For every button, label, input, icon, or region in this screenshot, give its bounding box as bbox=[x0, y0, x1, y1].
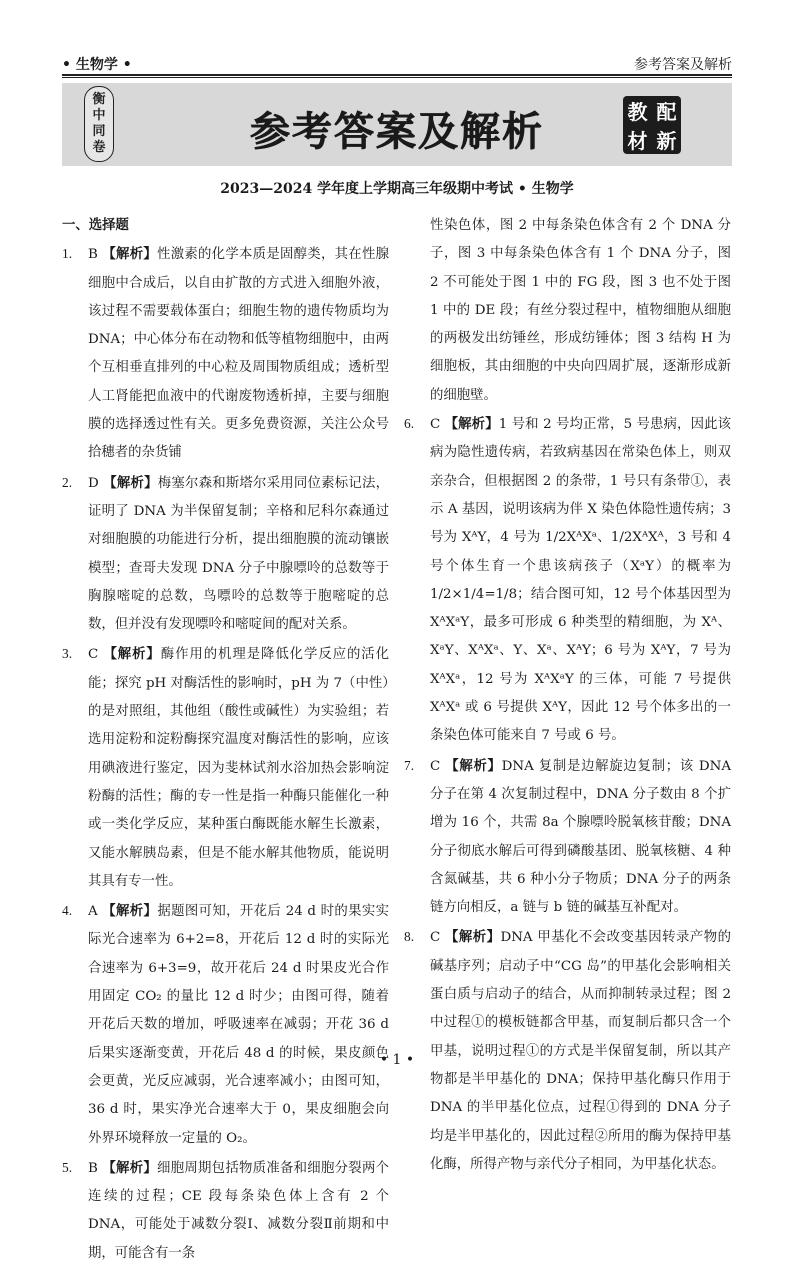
item-number: 7. bbox=[404, 757, 415, 773]
answer-item bbox=[62, 1154, 389, 1268]
item-number: 8. bbox=[404, 929, 415, 945]
answer-text: 梅塞尔森和斯塔尔采用同位素标记法，证明了 DNA 为半保留复制；辛格和尼科尔森通过对细胞膜的功能进行分析，提出细胞膜的流动镶嵌模型；查哥夫发现 DNA 分子中腺嘌呤的总数等于胸腺嘧啶的总数，鸟嘌呤的总数等于胞嘧啶的总数，但并没有发现嘌呤和嘧啶间的配对关系。 bbox=[88, 475, 390, 633]
seal-char: 同 bbox=[92, 124, 106, 139]
answer-letter: B bbox=[88, 1160, 98, 1176]
badge-char: 新 bbox=[656, 129, 677, 153]
header-rule-thin bbox=[62, 77, 732, 78]
answer-item bbox=[62, 469, 389, 640]
exam-title: 2023—2024 学年度上学期高三年级期中考试 • 生物学 bbox=[220, 181, 574, 197]
banner-title: 参考答案及解析 bbox=[250, 109, 544, 155]
answer-letter: A bbox=[88, 904, 98, 920]
section-heading: 一、选择题 bbox=[62, 218, 129, 233]
seal-char: 衡 bbox=[92, 92, 106, 107]
answer-item bbox=[62, 640, 389, 896]
header-right-title: 参考答案及解析 bbox=[634, 57, 732, 73]
answer-letter: B bbox=[88, 247, 98, 263]
answer-text: DNA 复制是边解旋边复制；该 DNA 分子在第 4 次复制过程中，DNA 分子数由 8 个扩增为 16 个，共需 8a 个腺嘌呤脱氧核苷酸；DNA 分子彻底水解后可得到磷酸基团、脱氧核糖、4 种含氮碱基，共 6 种小分子物质；DNA 分子的两条链方向相反，a 链与 b 链的碱基互补配对。 bbox=[430, 758, 731, 916]
answer-text: 性激素的化学本质是固醇类，其在性腺细胞中合成后，以自由扩散的方式进入细胞外液，该过程不需要载体蛋白；细胞生物的遗传物质均为 DNA；中心体分布在动物和低等植物细胞中，由两个互相垂直排列的中心粒及周围物质组成；透析型人工肾能把血液中的代谢废物透析掉，主要与细胞膜的选择透过性有关。更多免费资源，关注公众号拾穗者的杂货铺 bbox=[88, 247, 390, 461]
answer-item bbox=[404, 410, 731, 751]
badge-char: 材 bbox=[627, 129, 648, 153]
answer-item bbox=[62, 240, 389, 467]
analysis-tag: 【解析】 bbox=[444, 929, 501, 946]
seal-char: 中 bbox=[92, 108, 106, 123]
left-column bbox=[62, 212, 389, 1269]
header-rule bbox=[62, 74, 732, 76]
analysis-tag: 【解析】 bbox=[102, 903, 158, 920]
badge-char: 教 bbox=[627, 100, 648, 124]
item-number: 2. bbox=[62, 474, 73, 490]
answer-text: 1 号和 2 号均正常，5 号患病，因此该病为隐性遗传病，若致病基因在常染色体上，则双亲杂合，但根据图 2 的条带，1 号只有条带①，表示 A 基因，说明该病为伴 X 染色体隐性遗传病；3 号为 XᴬY，4 号为 1/2XᴬXᵃ、1/2XᴬXᴬ，3 号和 4 号个体生育一个患该病孩子（XᵃY）的概率为 1/2×1/4=1/8；结合图可知，12 号个体基因型为 XᴬXᵃY，最多可形成 6 种类型的精细胞，为 Xᴬ、XᵃY、XᴬXᵃ、Y、Xᵃ、XᴬY；6 号为 XᴬY，7 号为 XᴬXᵃ，12 号为 XᴬXᵃY 的三体，可能 7 号提供 XᴬXᵃ 或 6 号提供 XᴬY，因此 12 号个体多出的一条染色体可能来自 7 号或 6 号。 bbox=[430, 417, 731, 744]
answer-text: DNA 甲基化不会改变基因转录产物的碱基序列；启动子中“CG 岛”的甲基化会影响相关蛋白质与启动子的结合，从而抑制转录过程；图 2 中过程①的模板链都含甲基，而复制后都只含一个甲基，说明过程①的方式是半保留复制，所以其产物都是半甲基化的 DNA；保持甲基化酶只作用于 DNA 的半甲基化位点，过程①得到的 DNA 分子均是半甲基化的，因此过程②所用的酶为保持甲基化酶，所得产物与亲代分子相同，为甲基化状态。 bbox=[430, 930, 731, 1172]
badge-char: 配 bbox=[656, 100, 677, 124]
new-textbook-badge bbox=[623, 96, 681, 154]
item-number: 1. bbox=[62, 246, 73, 262]
item-number: 3. bbox=[62, 646, 73, 662]
answer-text: 细胞周期包括物质准备和细胞分裂两个连续的过程；CE 段每条染色体上含有 2 个 DNA，可能处于减数分裂Ⅰ、减数分裂Ⅱ前期和中期，可能含有一条 bbox=[88, 1160, 390, 1261]
analysis-tag: 【解析】 bbox=[102, 246, 158, 263]
analysis-tag: 【解析】 bbox=[103, 646, 161, 663]
answer-letter: C bbox=[88, 647, 99, 663]
answer-item bbox=[62, 897, 389, 1153]
analysis-tag: 【解析】 bbox=[103, 474, 158, 491]
analysis-tag: 【解析】 bbox=[102, 1159, 158, 1176]
right-column bbox=[404, 212, 731, 1180]
answer-letter: D bbox=[88, 475, 99, 491]
page-number: • 1 • bbox=[379, 1052, 415, 1068]
item-number: 5. bbox=[62, 1159, 73, 1175]
header-subject: • 生物学 • bbox=[62, 57, 132, 73]
answer-continuation: 性染色体，图 2 中每条染色体含有 2 个 DNA 分子，图 3 中每条染色体含有 1 个 DNA 分子，图 2 不可能处于图 1 中的 FG 段，图 3 也不处于图 1 中的 DE 段；有丝分裂过程中，植物细胞从细胞的两极发出纺锤丝，形成纺锤体；图 3 结构 H 为细胞板，其由细胞的中央向四周扩展，逐渐形成新的细胞壁。 bbox=[430, 218, 731, 403]
answer-letter: C bbox=[430, 417, 441, 433]
item-number: 4. bbox=[62, 903, 73, 919]
answer-item bbox=[404, 752, 731, 923]
item-number: 6. bbox=[404, 416, 415, 432]
analysis-tag: 【解析】 bbox=[444, 416, 499, 433]
answer-letter: C bbox=[430, 930, 441, 946]
seal-char: 卷 bbox=[92, 140, 106, 155]
answer-text: 酶作用的机理是降低化学反应的活化能；探究 pH 对酶活性的影响时，pH 为 7（中性）的是对照组，其他组（酸性或碱性）为实验组；若选用淀粉和淀粉酶探究温度对酶活性的影响，应该用碘液进行鉴定，因为斐林试剂水浴加热会影响淀粉酶的活性；酶的专一性是指一种酶只能催化一种或一类化学反应，某种蛋白酶既能水解生长激素，又能水解胰岛素，但是不能水解其他物质，能说明其具有专一性。 bbox=[88, 647, 390, 889]
analysis-tag: 【解析】 bbox=[445, 757, 502, 774]
answer-letter: C bbox=[430, 758, 441, 774]
answer-text: 据题图可知，开花后 24 d 时的果实实际光合速率为 6+2=8，开花后 12 d 时的实际光合速率为 6+3=9，故开花后 24 d 时果皮光合作用固定 CO₂ 的量比 12 d 时少；由图可得，随着开花后天数的增加，呼吸速率在减弱；开花 36 d 后果实逐渐变黄，开花后 48 d 的时候，果皮颜色会更黄，光反应减弱，光合速率减小；由图可知，36 d 时，果实净光合速率大于 0，果皮细胞会向外界环境释放一定量的 O₂。 bbox=[88, 904, 389, 1146]
